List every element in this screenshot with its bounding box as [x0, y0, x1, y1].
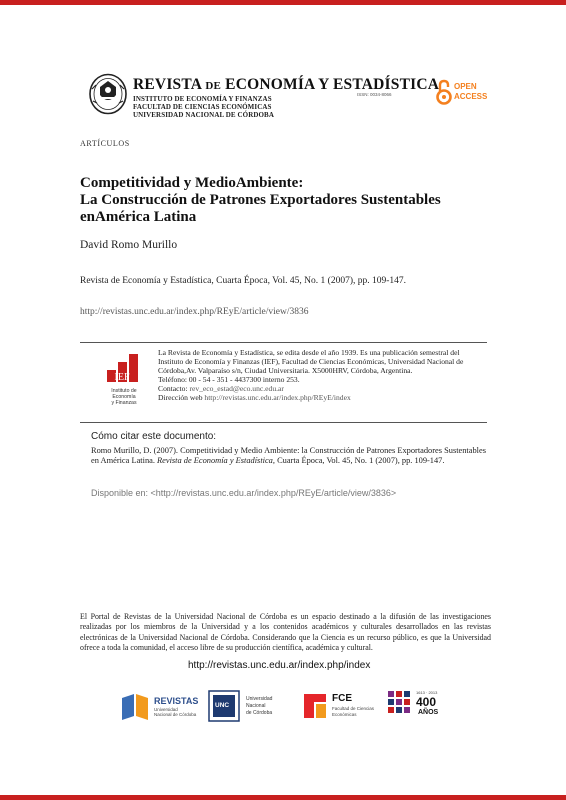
article-author: David Romo Murillo — [80, 239, 178, 251]
anniversary-400-logo: 1613 · 2013 400 AÑOS — [388, 690, 460, 722]
open-access-label-bottom: ACCESS — [454, 92, 488, 101]
bottom-accent-bar — [0, 795, 566, 800]
divider-bottom — [80, 422, 487, 423]
unc-logo: UNC Universidad Nacional de Córdoba — [208, 690, 290, 722]
university-seal-icon — [88, 73, 128, 115]
revistas-book-icon — [120, 694, 150, 720]
available-at-link[interactable]: Disponible en: <http://revistas.unc.edu.ar/index.php/REyE/article/view/3836> — [91, 488, 397, 498]
portal-url-link[interactable]: http://revistas.unc.edu.ar/index.php/index — [188, 660, 371, 671]
ief-logo-text: IEF — [114, 372, 130, 383]
cite-reference: Romo Murillo, D. (2007). Competitividad y Medio Ambiente: la Construcción de Patrones Exportadores Sustentables en América Latina. Revista de Economía y Estadística, Cuarta Época, Vol. 45, No. 1 (2007), pp. 109-147. — [91, 446, 486, 466]
cite-heading: Cómo citar este documento: — [91, 431, 217, 442]
institution-line: INSTITUTO DE ECONOMÍA Y FINANZAS — [133, 95, 272, 103]
university-line: UNIVERSIDAD NACIONAL DE CÓRDOBA — [133, 111, 274, 119]
article-title: Competitividad y MedioAmbiente: La Construcción de Patrones Exportadores Sustentables enAmérica Latina — [80, 175, 441, 225]
fce-logo: FCE Facultad de Ciencias Económicas — [302, 690, 382, 722]
faculty-line: FACULTAD DE CIENCIAS ECONÓMICAS — [133, 103, 272, 111]
open-access-lock-icon — [436, 79, 452, 105]
journal-title: REVISTA DE ECONOMÍA Y ESTADÍSTICA — [133, 76, 440, 93]
article-url-link[interactable]: http://revistas.unc.edu.ar/index.php/REyE/article/view/3836 — [80, 307, 309, 317]
contact-email-link[interactable]: rev_eco_estad@eco.unc.edu.ar — [189, 384, 284, 394]
portal-description: El Portal de Revistas de la Universidad Nacional de Córdoba es un espacio destinado a la difusión de las investigaciones realizadas por los miembros de la Universidad y a los contenidos académicos y culturales desarrollados en las revistas electrónicas de la Universidad Nacional de Córdoba. Considerando que la Ciencia es un recurso público, es que la Universidad ofrece a toda la comunidad, el acceso libre de su producción científica, académica y cultural. — [80, 612, 491, 652]
anniversary-grid-icon — [388, 691, 412, 719]
section-label: ARTÍCULOS — [80, 139, 130, 148]
ief-info: La Revista de Economía y Estadística, se edita desde el año 1939. Es una publicación semestral del Instituto de Economía y Finanzas (IEF), Facultad de Ciencias Económicas, Universidad Nacional de Córdoba,Av. Valparaíso s/n, Ciudad Universitaria. X5000HRV, Córdoba, Argentina. Teléfono: 00 - 54 - 351 - 4437300 interno 253. Contacto: rev_eco_estad@eco.unc.edu.ar Dirección web http://revistas.unc.edu.ar/index.php/REyE/index — [158, 348, 464, 403]
ief-caption: Instituto de Economía y Finanzas — [111, 388, 137, 406]
divider-top — [80, 342, 487, 343]
issn-number: ISSN: 0034-8066 — [357, 92, 392, 97]
top-accent-bar — [0, 0, 566, 5]
fce-emblem-icon — [302, 692, 328, 720]
journal-citation: Revista de Economía y Estadística, Cuarta Época, Vol. 45, No. 1 (2007), pp. 109-147. — [80, 276, 407, 286]
ief-web-link[interactable]: http://revistas.unc.edu.ar/index.php/REyE/index — [204, 393, 351, 403]
open-access-label-top: OPEN — [454, 82, 477, 91]
revistas-unc-logo: REVISTAS Universidad Nacional de Córdoba — [120, 690, 202, 722]
